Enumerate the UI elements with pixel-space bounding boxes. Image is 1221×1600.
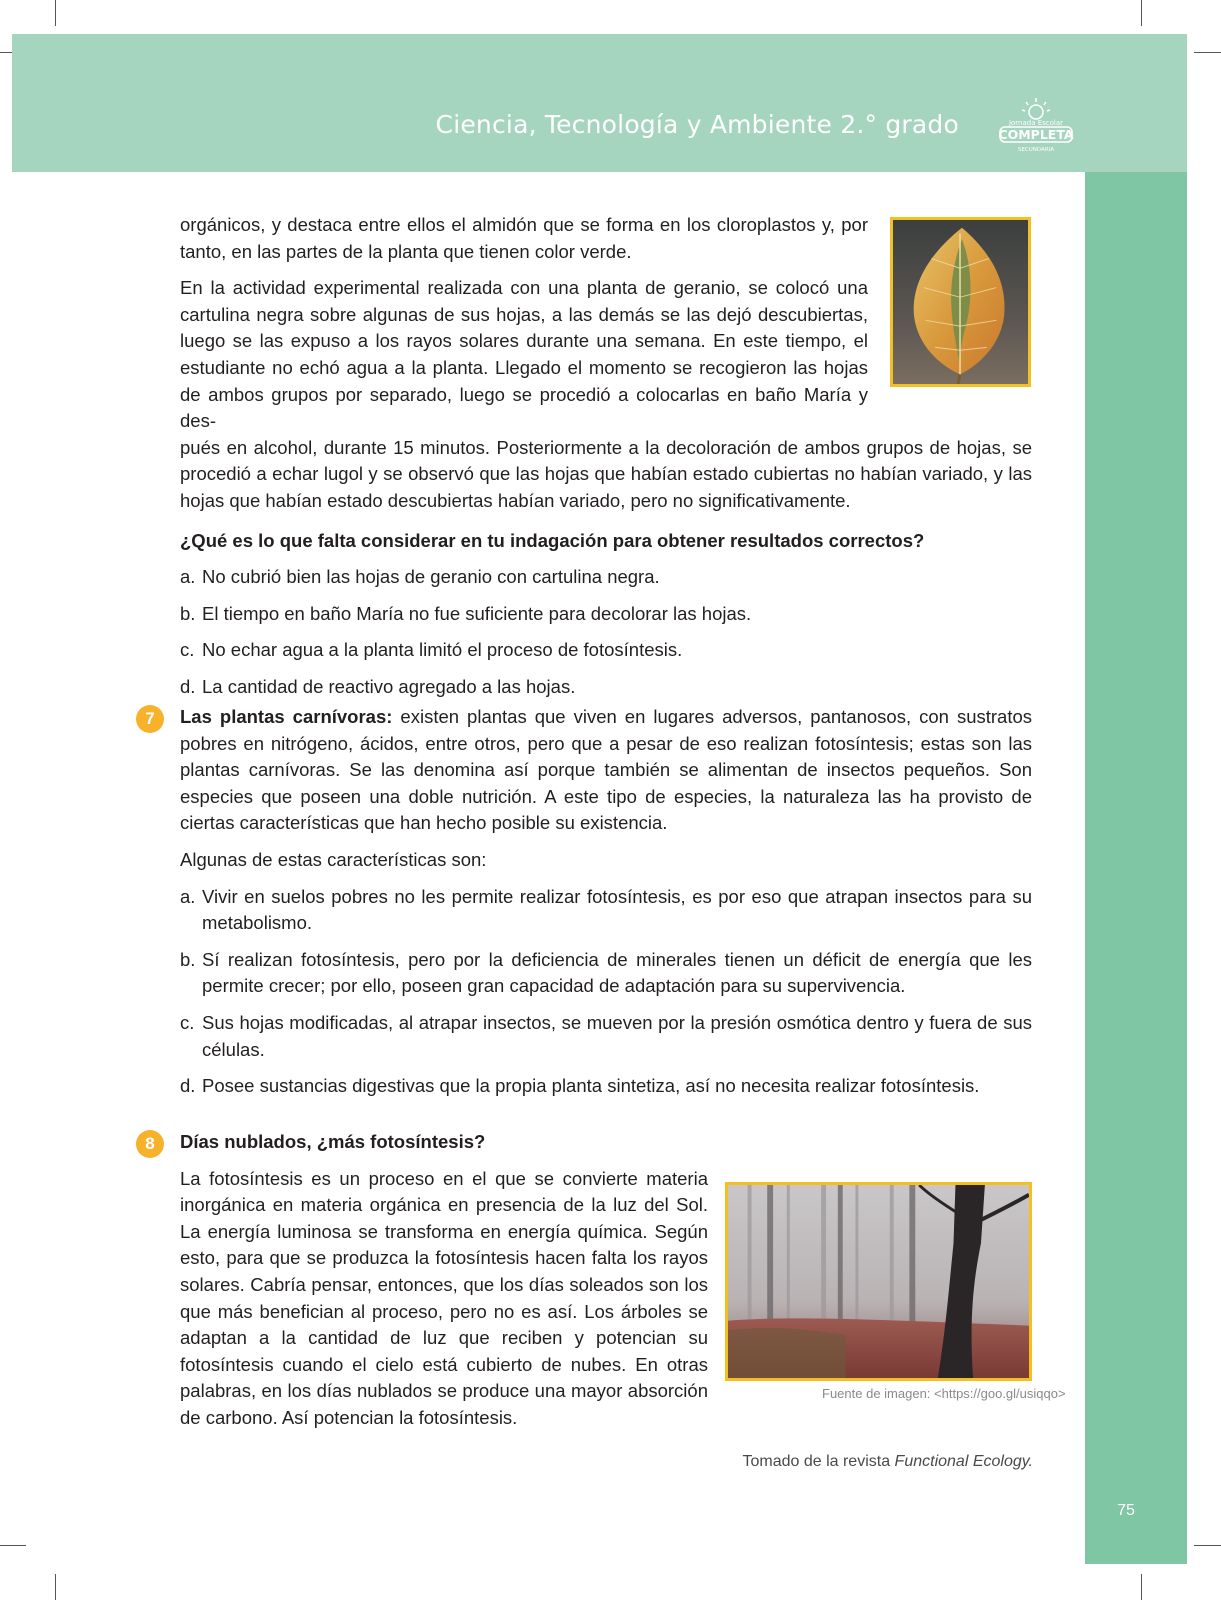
option-c — [180, 637, 1032, 664]
crop-mark — [55, 1574, 56, 1600]
question-6-options — [180, 564, 1032, 700]
source-prefix: Tomado de la revista — [742, 1453, 895, 1470]
crop-mark — [1194, 1545, 1221, 1546]
option-letter: d. — [180, 1075, 196, 1097]
article-source — [742, 1453, 1033, 1471]
crop-mark — [55, 0, 56, 26]
option-text: No echar agua a la planta limitó el proceso de fotosíntesis. — [202, 639, 683, 661]
option-letter: d. — [180, 675, 196, 697]
crop-mark — [0, 1545, 26, 1546]
question-7-lead: Algunas de estas características son: — [180, 848, 487, 870]
svg-text:SECUNDARIA: SECUNDARIA — [1017, 147, 1055, 153]
question-8-number-badge: 8 — [136, 1130, 164, 1158]
question-7-paragraph — [180, 704, 1032, 837]
option-text: Vivir en suelos pobres no les permite realizar fotosíntesis, es por eso que atrapan insectos para su metabolismo. — [202, 885, 1032, 934]
intro-paragraph-1: orgánicos, y destaca entre ellos el almidón que se forma en los cloroplastos y, por tanto, en las partes de la planta que tienen color verde. — [180, 214, 868, 262]
option-letter: a. — [180, 566, 196, 588]
question-8-title: Días nublados, ¿más fotosíntesis? — [180, 1131, 486, 1152]
source-journal: Functional Ecology. — [894, 1453, 1033, 1470]
option-text: Sí realizan fotosíntesis, pero por la deficiencia de minerales tienen un déficit de energía que les permite crecer; por ello, poseen gran capacidad de adaptación para su supervivencia. — [202, 948, 1032, 997]
page-header-title: Ciencia, Tecnología y Ambiente 2.° grado — [435, 110, 959, 139]
option-text: Sus hojas modificadas, al atrapar insectos, se mueven por la presión osmótica dentro y fuera de sus células. — [202, 1011, 1032, 1060]
side-band — [1085, 172, 1187, 1564]
option-b — [180, 947, 1032, 1000]
question-6-prompt: ¿Qué es lo que falta considerar en tu indagación para obtener resultados correctos? — [180, 529, 925, 551]
crop-mark — [1194, 52, 1221, 53]
option-letter: c. — [180, 1011, 195, 1033]
crop-mark — [1141, 1574, 1142, 1600]
question-8-body: La fotosíntesis es un proceso en el que se convierte materia inorgánica en materia orgánica en presencia de la luz del Sol. La energía luminosa se transforma en energía química. Según esto, para que se produzca la fotosíntesis hacen falta los rayos solares. Cabría pensar, entonces, que los días soleados son los que más benefician al proceso, pero no es así. Los árboles se adaptan a la cantidad de luz que reciben y potencian su fotosíntesis cuando el cielo está cubierto de nubes. En otras palabras, en los días nublados se produce una mayor absorción de carbono. Así potencian la fotosíntesis. — [180, 1167, 708, 1428]
option-text: Posee sustancias digestivas que la propia planta sintetiza, así no necesita realizar fotosíntesis. — [202, 1075, 980, 1097]
option-letter: b. — [180, 948, 196, 970]
question-7-body: existen plantas que viven en lugares adversos, pantanosos, con sustratos pobres en nitrógeno, ácidos, entre otros, pero que a pesar de eso realizan fotosíntesis; estas son las plantas carnívoras. Se las denomina así porque también se alimentan de insectos pequeños. Son especies que poseen una doble nutrición. A este tipo de especies, la naturaleza las ha provisto de ciertas características que han hecho posible su existencia. — [180, 706, 1033, 834]
question-7-number-badge: 7 — [136, 705, 164, 733]
intro-section — [180, 212, 1032, 701]
option-letter: c. — [180, 639, 195, 661]
crop-mark — [1141, 0, 1142, 26]
option-d — [180, 674, 1032, 701]
option-b — [180, 601, 1032, 628]
option-d — [180, 1073, 1032, 1100]
option-text: La cantidad de reactivo agregado a las hojas. — [202, 675, 576, 697]
image-source-caption: Fuente de imagen: <https://goo.gl/usiqqo> — [822, 1386, 1066, 1401]
option-a — [180, 564, 1032, 591]
question-7-title: Las plantas carnívoras: — [180, 706, 393, 727]
option-letter: b. — [180, 602, 196, 624]
question-7-section — [180, 704, 1032, 1100]
intro-paragraph-2-wrapped: En la actividad experimental realizada con una planta de geranio, se colocó una cartulina negra sobre algunas de sus hojas, a las demás se las dejó descubiertas, luego se las expuso a los rayos solares durante una semana. En este tiempo, el estudiante no echó agua a la planta. Llegado el momento se recogieron las hojas de ambos grupos por separado, luego se procedió a colocarlas en baño María y des- — [180, 277, 868, 432]
option-text: No cubrió bien las hojas de geranio con cartulina negra. — [202, 566, 660, 588]
option-a — [180, 884, 1032, 937]
svg-text:COMPLETA: COMPLETA — [998, 127, 1074, 142]
option-letter: a. — [180, 885, 196, 907]
intro-paragraph-2-continued: pués en alcohol, durante 15 minutos. Posteriormente a la decoloración de ambos grupos de hojas, se procedió a echar lugol y se observó que las hojas que habían estado cubiertas no habían variado, y las hojas que habían estado descubiertas habían variado, pero no significativamente. — [180, 436, 1032, 511]
question-7-options — [180, 884, 1032, 1100]
page-number: 75 — [1117, 1502, 1135, 1519]
foggy-forest-photo — [725, 1182, 1032, 1381]
jornada-completa-logo — [995, 96, 1077, 156]
option-c — [180, 1010, 1032, 1063]
svg-text:Jornada Escolar: Jornada Escolar — [1008, 119, 1064, 127]
option-text: El tiempo en baño María no fue suficiente para decolorar las hojas. — [202, 602, 752, 624]
